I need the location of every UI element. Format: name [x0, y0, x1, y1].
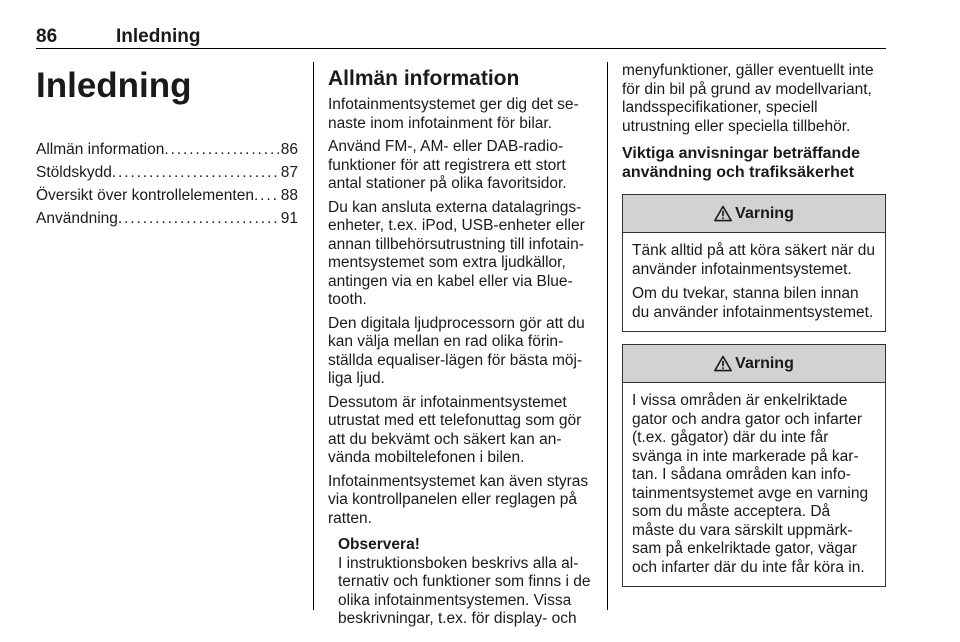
warning-triangle-icon [714, 355, 732, 372]
column-divider [607, 62, 608, 610]
warning-title: Varning [735, 354, 794, 372]
toc-leader [164, 138, 278, 161]
toc-page: 86 [280, 141, 298, 158]
continued-paragraph: menyfunktioner, gäller eventuellt inte för din bil på grund av modellvariant, landsspecifikationer, speciell utrustning eller speciella tillbehör. [622, 62, 874, 135]
warning-box [622, 344, 886, 587]
toc-label: Översikt över kontrollelementen [36, 187, 254, 204]
toc-item[interactable] [36, 138, 298, 161]
toc-item[interactable] [36, 184, 298, 207]
body-paragraph: Använd FM-, AM- eller DAB-radiofunktioner för att registrera ett stort antal stationer på olika favoritsidor. [328, 138, 567, 192]
body-paragraph: Den digitala ljudprocessorn gör att du kan välja mellan en rad olika förinställda equaliser-lägen för bästa möjliga ljud. [328, 314, 585, 387]
running-title: Inledning [116, 26, 201, 47]
toc-page: 87 [280, 164, 298, 181]
section-heading: Allmän information [328, 67, 520, 90]
note-text: I instruktionsboken beskrivs alla alternativ och funktioner som finns i de olika infotainmentsystemen. Vissa beskrivningar, t.ex. för display- och [338, 554, 591, 627]
safety-column [622, 62, 886, 599]
page-header [36, 26, 886, 48]
toc-item[interactable] [36, 207, 298, 230]
general-info-column [328, 62, 593, 629]
toc-label: Stöldskydd [36, 164, 112, 181]
toc-leader [254, 184, 279, 207]
subsection-heading: Viktiga anvisningar beträffande användning och trafiksäkerhet [622, 145, 860, 181]
body-paragraph: Infotainmentsystemet kan även styras via kontrollpanelen eller reglagen på ratten. [328, 472, 589, 527]
column-divider [313, 62, 314, 610]
table-of-contents [36, 138, 298, 230]
warning-body [623, 233, 885, 331]
warning-triangle-icon [714, 205, 732, 222]
warning-text: Om du tvekar, stanna bilen innan du använder infotainmentsystemet. [632, 285, 874, 321]
note-block [338, 536, 593, 629]
page-number: 86 [36, 26, 58, 47]
warning-body [623, 383, 885, 586]
body-paragraph: Du kan ansluta externa datalagringsenheter, t.ex. iPod, USB-enheter eller annan tillbehörsutrustning till infotainmentsystemet som extra ljudkällor, antingen via en kabel eller via Bluetooth. [328, 198, 585, 308]
body-paragraph: Infotainmentsystemet ger dig det senaste inom infotainment för bilar. [328, 96, 579, 132]
toc-label: Användning [36, 210, 118, 227]
toc-item[interactable] [36, 161, 298, 184]
toc-leader [112, 161, 279, 184]
body-paragraph: Dessutom är infotainmentsystemet utrustat med ett telefonuttag som gör att du bekvämt och säkert kan använda mobiltelefonen i bilen. [328, 393, 582, 466]
warning-box [622, 194, 886, 332]
header-rule [36, 48, 886, 49]
warning-title: Varning [735, 204, 794, 222]
toc-leader [118, 207, 279, 230]
chapter-heading: Inledning [36, 66, 192, 105]
warning-text: Tänk alltid på att köra säkert när du använder infotainmentsystemet. [632, 242, 875, 278]
warning-text: I vissa områden är enkelriktade gator och andra gator och infarter (t.ex. gågator) där du inte får svänga in inte markerade på kartan. I sådana områden kan infotainmentsystemet avge en varning som du måste acceptera. Då måste du vara särskilt uppmärksam på enkelriktade gator, vägar och infarter där du inte får köra in. [632, 392, 869, 576]
chapter-column [36, 62, 298, 230]
warning-header [623, 345, 885, 383]
toc-page: 88 [280, 187, 298, 204]
toc-page: 91 [280, 210, 298, 227]
note-heading: Observera! [338, 536, 420, 553]
warning-header [623, 195, 885, 233]
toc-label: Allmän information [36, 141, 165, 158]
